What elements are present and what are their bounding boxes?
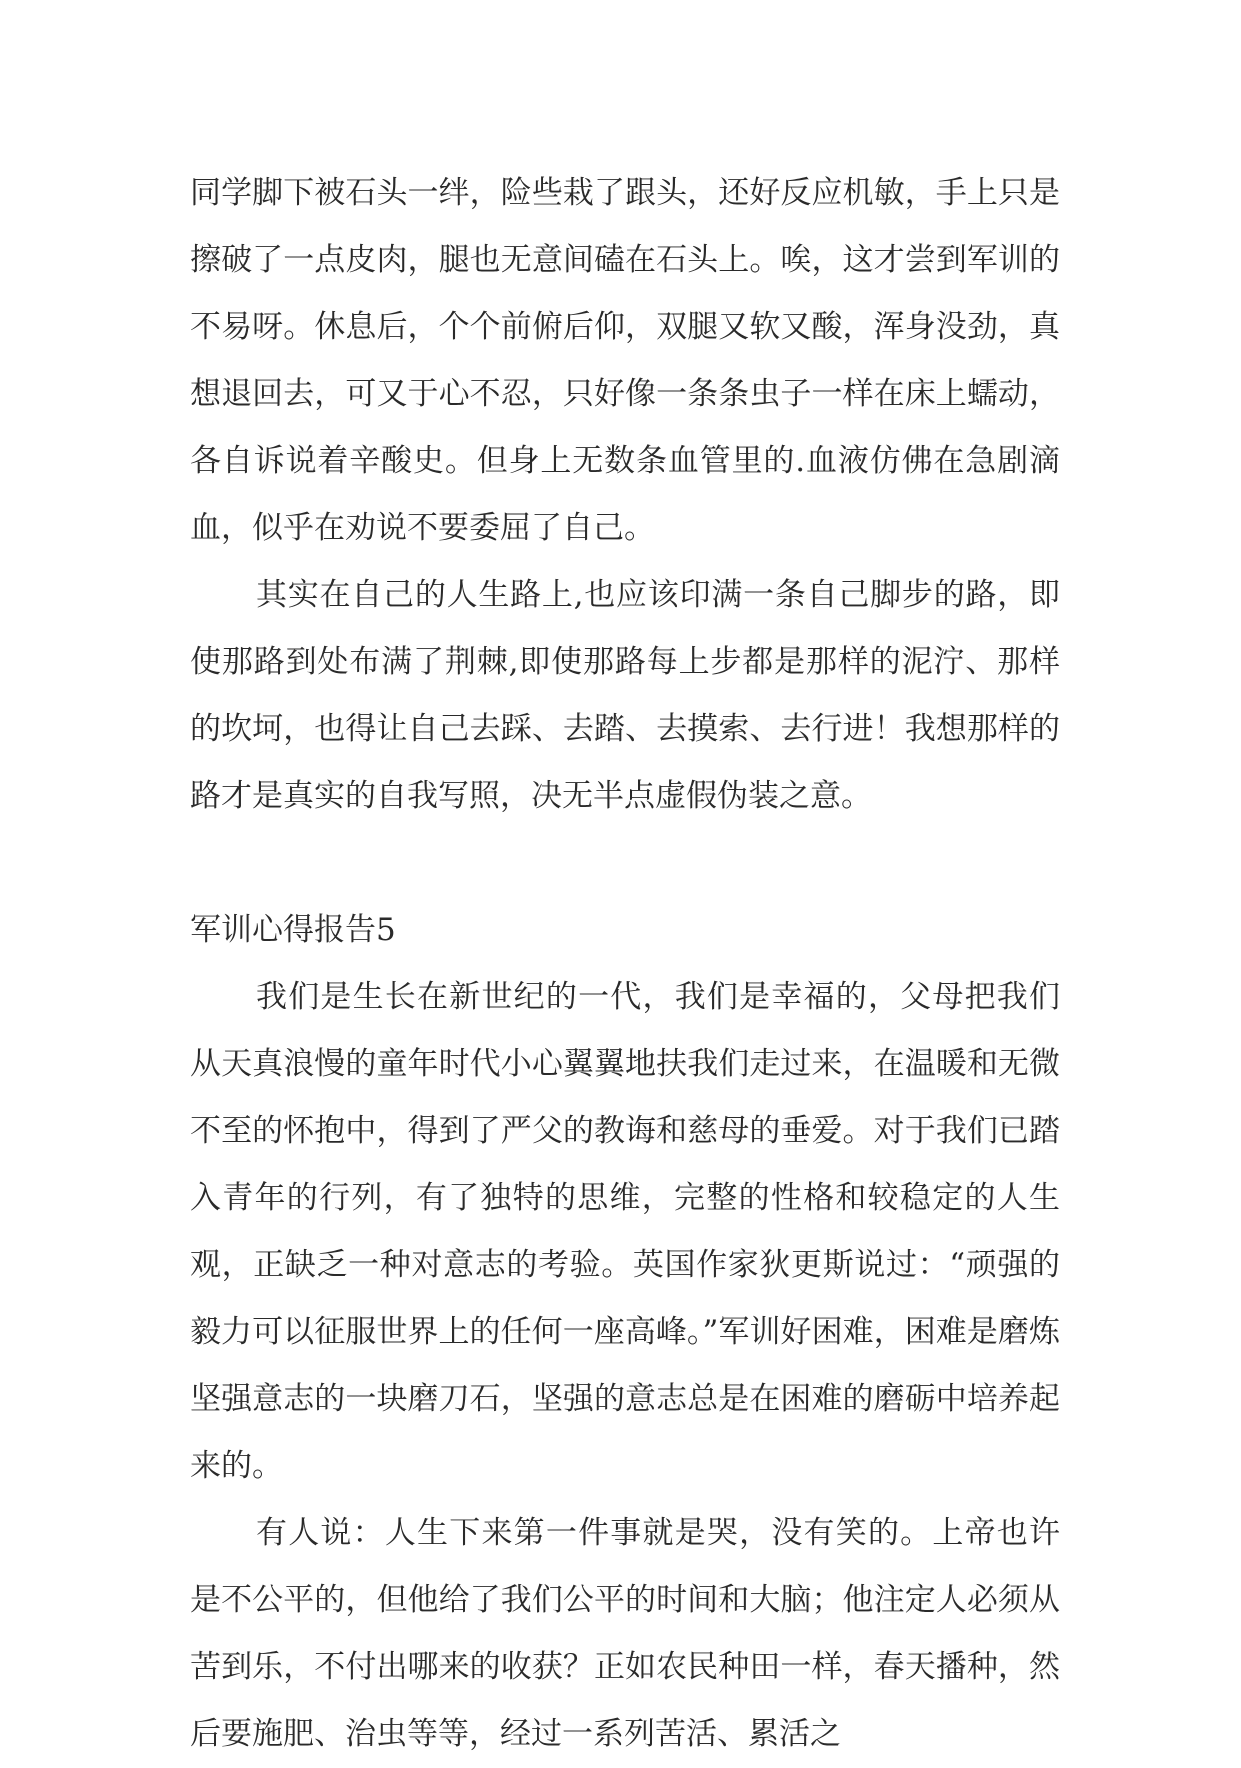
paragraph: 有人说：人生下来第一件事就是哭，没有笑的。上帝也许是不公平的，但他给了我们公平的时间和大脑；他注定人必须从苦到乐，不付出哪来的收获？正如农民种田一样，春天播种，然后要施肥、治虫等等，经过一系列苦活、累活之 (190, 1515, 1060, 1752)
paragraph-continued: 同学脚下被石头一绊，险些栽了跟头，还好反应机敏，手上只是擦破了一点皮肉，腿也无意间磕在石头上。唉，这才尝到军训的不易呀。休息后，个个前俯后仰，双腿又软又酸，浑身没劲，真想退回去，可又于心不忍，只好像一条条虫子一样在床上蠕动，各自诉说着辛酸史。但身上无数条血管里的.血液仿佛在急剧滴血，似乎在劝说不要委屈了自己。 (190, 175, 1060, 546)
blank-line (190, 830, 1060, 897)
paragraph: 我们是生长在新世纪的一代，我们是幸福的，父母把我们从天真浪慢的童年时代小心翼翼地扶我们走过来，在温暖和无微不至的怀抱中，得到了严父的教诲和慈母的垂爱。对于我们已踏入青年的行列，有了独特的思维，完整的性格和较稳定的人生观，正缺乏一种对意志的考验。英国作家狄更斯说过：“顽强的毅力可以征服世界上的任何一座高峰。”军训好困难，困难是磨炼坚强意志的一块磨刀石，坚强的意志总是在困难的磨砺中培养起来的。 (190, 979, 1060, 1484)
document-body (190, 160, 1060, 1768)
section-heading: 军训心得报告5 (190, 912, 396, 948)
paragraph: 其实在自己的人生路上,也应该印满一条自己脚步的路，即使那路到处布满了荆棘,即使那路每上步都是那样的泥泞、那样的坎坷，也得让自己去踩、去踏、去摸索、去行进！我想那样的路才是真实的自我写照，决无半点虚假伪装之意。 (190, 577, 1060, 814)
